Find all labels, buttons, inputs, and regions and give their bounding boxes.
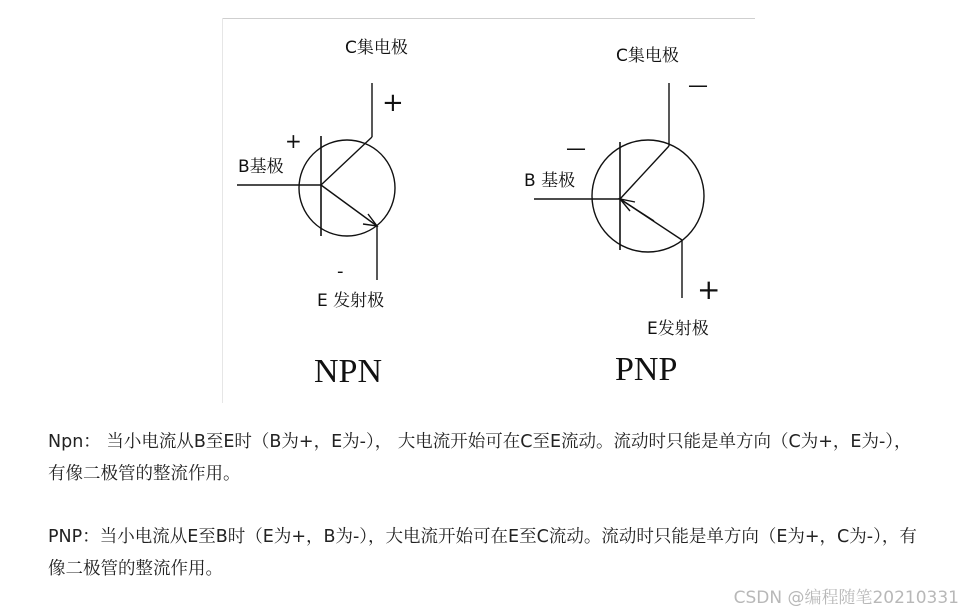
pnp-transistor <box>524 46 720 388</box>
pnp-emitter-label: E发射极 <box>647 319 709 339</box>
csdn-watermark: CSDN @编程随笔20210331 <box>733 588 959 608</box>
pnp-collector-label: C集电极 <box>616 46 679 66</box>
npn-collector-sign: + <box>382 88 404 118</box>
npn-base-label: B基极 <box>238 157 284 177</box>
npn-emitter-wire <box>321 185 377 226</box>
npn-base-sign: + <box>285 129 302 153</box>
npn-emitter-sign: - <box>337 261 344 282</box>
pnp-body-circle <box>592 140 704 252</box>
pnp-emitter-sign: + <box>697 273 721 306</box>
npn-emitter-label: E 发射极 <box>317 291 385 311</box>
pnp-collector-wire <box>620 146 669 199</box>
pnp-arrow-shaft <box>620 199 654 221</box>
transistor-diagram <box>222 18 755 403</box>
npn-collector-label: C集电极 <box>345 38 408 58</box>
transistor-figure <box>222 18 755 403</box>
pnp-description: PNP：当小电流从E至B时（E为+，B为-），大电流开始可在E至C流动。流动时只能是单方向（E为+，C为-），有像二极管的整流作用。 <box>48 527 917 579</box>
npn-description: Npn： 当小电流从B至E时（B为+，E为-）， 大电流开始可在C至E流动。流动时只能是单方向（C为+，E为-），有像二极管的整流作用。 <box>48 432 912 484</box>
pnp-base-sign: — <box>566 136 586 160</box>
npn-transistor <box>237 38 408 390</box>
npn-emitter-arrow <box>363 214 377 226</box>
npn-body-circle <box>299 140 395 236</box>
pnp-collector-sign: — <box>688 73 708 97</box>
pnp-type-label: PNP <box>615 351 678 388</box>
npn-type-label: NPN <box>314 353 383 390</box>
pnp-base-label: B 基极 <box>524 171 576 191</box>
